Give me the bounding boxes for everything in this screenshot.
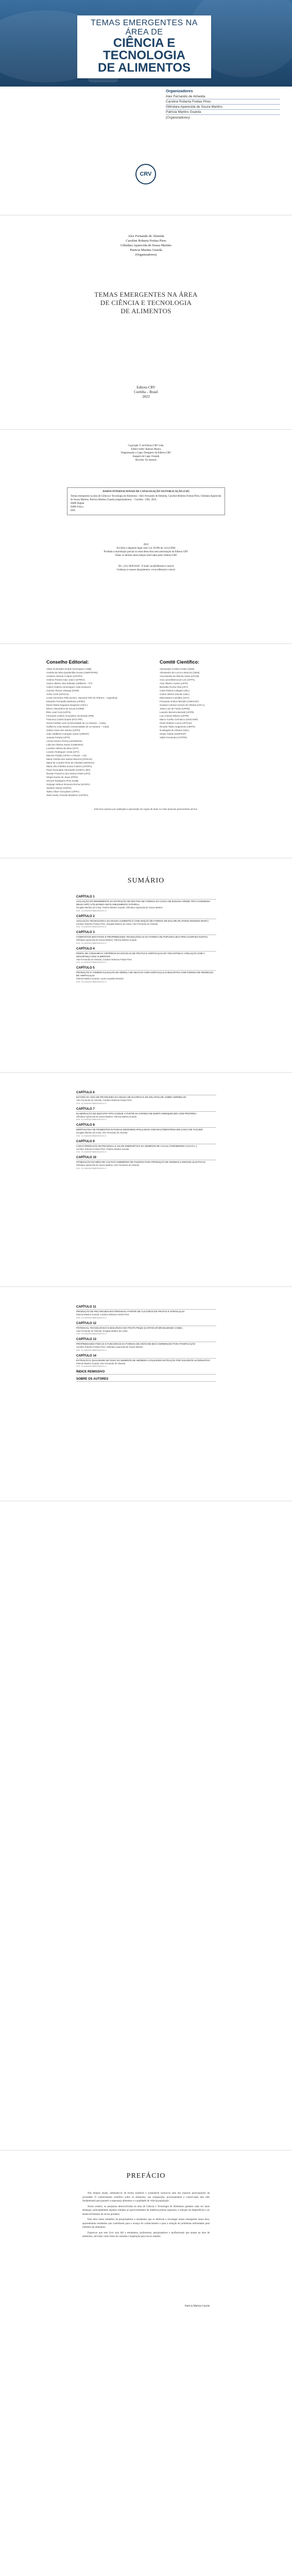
table-of-contents bbox=[0, 858, 292, 1501]
toc-chapter-authors: Alex Fernando de Almeida, Douglas Martins da Costa bbox=[76, 1329, 128, 1332]
toc-chapter-authors: Patricia Martins Guarda, Caroline Roberta Freitas Pires bbox=[76, 1313, 129, 1316]
board-member: Celso Conti (UFSCar) bbox=[46, 693, 69, 696]
rights-line: Todos os direitos desta edição reservados pela: Editora CRV bbox=[115, 554, 177, 557]
title-page-title bbox=[62, 291, 230, 315]
board-member: Maria Cristina dos Santos Bezerra (UFSCar) bbox=[46, 758, 93, 760]
toc-chapter-authors: Patricia Martins Guarda, Alex Fernando de Almeida bbox=[76, 1362, 126, 1365]
toc-chapter-title: PROPRIEDADES FÍSICAS E FUNCIONAIS DA FARINHA DE GRÃO-DE-BICO GERMINADO PARA PANIFICAÇÃO bbox=[76, 1343, 196, 1345]
board-member: Carlos Alberto Zanotto (UEL) bbox=[160, 693, 190, 696]
toc-chapter-authors: Patricia Martins Guarda, Lucas Leopoldo Mendes bbox=[76, 977, 124, 980]
organizer-name: Patricia Martins Guarda bbox=[166, 110, 280, 115]
title-line: TEMAS EMERGENTES NA ÁREA bbox=[94, 291, 198, 298]
toc-entry[interactable] bbox=[76, 895, 216, 912]
catalog-card-line: DOI bbox=[71, 510, 75, 512]
preface-paragraph: Esta obra reúne trabalhos de pesquisadores e estudantes que se dedicam a investigar temas emergentes nessa área, apresentando resultados que contribuem para o avanço do conhecimento e para a solução de problemas enfrentados pela indústria de alimentos. bbox=[82, 2218, 210, 2229]
board-member: Elizeu Clementino de Souza (UNEB) bbox=[46, 707, 84, 710]
board-member: Eduardo Fernandes Barbosa (UFMG) bbox=[46, 700, 85, 703]
title-page-publisher bbox=[0, 385, 292, 399]
peer-review-note: Este livro passou por avaliação e aprovação às cegas de duas ou mais pessoas pareceristas ad hoc. bbox=[94, 808, 198, 810]
title-page-authors bbox=[0, 234, 292, 257]
copyright-rights bbox=[82, 543, 210, 557]
title-line: DE CIÊNCIA E TECNOLOGIA bbox=[100, 299, 192, 307]
catalog-card bbox=[67, 487, 225, 515]
board-member: Carlos Alberto Vilar Estêvão (UMINHO – PT) bbox=[46, 682, 93, 685]
toc-list bbox=[76, 1091, 216, 1173]
board-member: Leonel Severo Rocha (UNISINOS) bbox=[46, 740, 82, 742]
publisher-line: Curitiba – Brasil bbox=[134, 390, 158, 394]
author-role: (Organizadores) bbox=[135, 253, 157, 257]
toc-chapter-title: OTIMIZAÇÃO DO MEIO DE CULTIVO SUBMERSO DE FUNGOS PARA PRODUÇÃO DE ENZIMAS LIGNOCELULOLÍTICAS bbox=[76, 1161, 205, 1163]
board-member: Carlos Federico Dominguez Avila (Unieuro) bbox=[46, 686, 91, 688]
board-member: Carla Patricia Calegari (UEL) bbox=[160, 689, 190, 692]
board-member: Élsio José Corá (UFFS) bbox=[46, 711, 71, 714]
board-member: Sérgio Nunes de Jesus (IFRO) bbox=[46, 776, 78, 778]
scientific-committee-header: Comitê Científico: bbox=[160, 659, 200, 665]
toc-chapter-doi: DOI: 10.24824/978652515XXX.X bbox=[76, 925, 107, 928]
toc-chapter-label: SOBRE OS AUTORES bbox=[76, 1378, 216, 1382]
toc-chapter-authors: Caroline Roberta Freitas Pires, Douglas Martins da Costa, Alex Fernando de Almeida bbox=[76, 922, 158, 925]
toc-chapter-label: CAPÍTULO 11 bbox=[76, 1306, 216, 1310]
board-member: Guillermo Arias Beatón (Universidade de La Havana – Cuba) bbox=[46, 725, 109, 728]
board-member: Anselmo Alencar Colares (UFOPA) bbox=[46, 675, 82, 677]
toc-entry[interactable] bbox=[76, 1306, 216, 1319]
toc-chapter-authors: Douglas Martins da Costa, Alex Fernando de Almeida bbox=[76, 1131, 128, 1134]
contact-line: Conheça os nossos lançamentos: www.editoracrv.com.br bbox=[116, 569, 176, 571]
preface-paragraph: Espera-se que este livro seja útil a estudantes, professores, pesquisadores e profissionais que atuam na área de alimentos, servindo como fonte de consulta e inspiração para novos estudos. bbox=[82, 2231, 210, 2238]
contact-line: Tel.: (41) 3039-6418 - E-mail: sac@editoracrv.com.br bbox=[118, 565, 174, 568]
rights-line: Proibida a reprodução parcial ou total desta obra sem autorização da Editora CRV bbox=[104, 551, 188, 553]
board-member: Marco Aurélio Cremasco (UNICAMP) bbox=[160, 718, 198, 721]
toc-chapter-title: PERFIL DE CONSUMO E CRITÉRIOS NA ESCOLHA DE FRUTAS E HORTALIÇAS NO TOCANTINS E A RELAÇÃO COM A SEGURANÇA DOS ALIMENTOS bbox=[76, 952, 205, 958]
board-member: Sérgio Toledo (UNIFESP) bbox=[160, 733, 186, 735]
board-member: Antônio Pereira Gaio Júnior (UFRRJ) bbox=[46, 679, 85, 681]
board-member: Aldira Guimarães Duarte Domínguez (UNB) bbox=[46, 668, 92, 670]
rights-line: 2023 bbox=[143, 544, 149, 546]
copyright-page bbox=[0, 430, 292, 644]
toc-entry[interactable] bbox=[76, 1108, 216, 1121]
cover-title-line: CIÊNCIA E TECNOLOGIA bbox=[103, 36, 185, 62]
board-member: Fernando Antônio Gonçalves Alcoforado (IPB) bbox=[46, 715, 94, 717]
preface-page bbox=[0, 2150, 292, 2367]
credit-line: Editor-chefe: Railson Moura bbox=[131, 448, 161, 451]
toc-chapter-authors: Alex Fernando de Almeida, Caroline Roberta Freitas Pires bbox=[76, 958, 132, 961]
toc-chapter-doi: DOI: 10.24824/978652515XXX.X bbox=[76, 1118, 107, 1121]
board-member: Marcelo Paixão (UFRJ e UTexas – US) bbox=[46, 754, 87, 757]
publisher-line: Editora CRV bbox=[136, 385, 156, 389]
author-name: Patricia Martins Guarda bbox=[130, 248, 162, 252]
toc-entry[interactable] bbox=[76, 1354, 216, 1368]
board-member: Leandro Bezerra Bertoldi (UFPR) bbox=[160, 711, 194, 714]
toc-chapter-label: CAPÍTULO 10 bbox=[76, 1156, 216, 1160]
preface-signature: Patricia Martins Guarda bbox=[184, 2305, 210, 2308]
toc-chapter-authors: Glêndara Aparecida de Souza Martins, Patricia Martins Guarda bbox=[76, 939, 137, 941]
board-member: Jailson Alves dos Santos (UFRJ) bbox=[46, 729, 80, 732]
toc-chapter-label: CAPÍTULO 5 bbox=[76, 967, 216, 971]
toc-entry[interactable] bbox=[76, 1322, 216, 1335]
board-member: Luciano Rodrigues Costa (UFV) bbox=[46, 751, 79, 753]
book-cover bbox=[0, 0, 292, 215]
board-member: Francisco Carlos Duarte (PUC-PR) bbox=[46, 718, 83, 721]
organizer-name: Caroline Roberta Freitas Pires bbox=[166, 99, 280, 105]
toc-chapter-label: CAPÍTULO 7 bbox=[76, 1108, 216, 1112]
toc-entry[interactable] bbox=[76, 1140, 216, 1154]
board-member: Jaime Luiz de Farias (UFMS) bbox=[160, 707, 190, 710]
board-member: Maria de Lourdes Pinto de Almeida (UNOESC) bbox=[46, 761, 95, 764]
toc-page bbox=[0, 858, 292, 1073]
board-member: Elda Martins Carvalho (UFV) bbox=[160, 697, 190, 699]
scientific-committee-list bbox=[160, 667, 263, 739]
publisher-line: 2023 bbox=[142, 395, 150, 399]
toc-chapter-title: CARACTERIZAÇÃO NUTRICIONAL E VALOR ENERGÉTICO DA SEMENTE DE CACAU (THEOBROMA CACAO L.) bbox=[76, 1144, 197, 1147]
toc-chapter-label: CAPÍTULO 2 bbox=[76, 915, 216, 919]
title-line: DE ALIMENTOS bbox=[121, 307, 171, 315]
toc-entry[interactable] bbox=[76, 967, 216, 983]
catalog-card-line: ISBN Digital bbox=[71, 502, 84, 505]
toc-chapter-label: CAPÍTULO 3 bbox=[76, 931, 216, 935]
board-member: Rosângela de Oliveira (UEL) bbox=[160, 729, 190, 732]
toc-chapter-doi: DOI: 10.24824/978652515XXX.X bbox=[76, 1332, 107, 1335]
board-member: Maria Lília Imbiriba Sousa Colares (UFOPA) bbox=[46, 765, 92, 768]
board-member: Ana Luiza Bittencourt Lins (UFPA) bbox=[160, 679, 195, 681]
board-member: João Adalberto Campato Junior (UNESP) bbox=[46, 733, 89, 735]
board-member: Lourdes Helena da Silva (UFV) bbox=[46, 747, 79, 750]
toc-chapter-title: COMPOSTOS BIOATIVOS E PROPRIEDADES TECNOLÓGICAS DA FARINHA DE PUPUNHA (BACTRIS GASIPAES KUNTH) bbox=[76, 936, 208, 938]
toc-chapter-doi: DOI: 10.24824/978652515XXX.X bbox=[76, 1166, 107, 1170]
toc-chapter-title: AVALIAÇÃO DO RENDIMENTO DA EXTRAÇÃO DE PECTINA DE FARINHA DA CASCA DE BANANA VERDE TIPO CAVENDISH (MUSA SPP.) UTILIZANDO UM PLANEJAMENTO FATORIAL bbox=[76, 900, 210, 906]
toc-chapter-label: CAPÍTULO 4 bbox=[76, 947, 216, 952]
toc-list bbox=[76, 895, 216, 986]
toc-chapter-doi: DOI: 10.24824/978652515XXX.X bbox=[76, 980, 107, 983]
board-member: Paulo Roberto Lecca (UFSCar) bbox=[160, 722, 192, 724]
board-member: Paulo Romualdo Hernandes (UNIFAL-MG) bbox=[46, 769, 91, 771]
toc-chapter-authors: Caroline Roberta Freitas Pires, Glêndara Aparecida de Souza Martins bbox=[76, 1346, 143, 1348]
toc-entry[interactable] bbox=[76, 1370, 216, 1375]
scientific-committee-column bbox=[160, 659, 263, 739]
toc-chapter-title: ESTUDO DA VIDA DE PRATELEIRA DA GELEIA DE HUAPEVA E DE GELATINA DE JAMBO VERMELHO bbox=[76, 1096, 186, 1098]
toc-chapter-doi: DOI: 10.24824/978652515XXX.X bbox=[76, 1365, 107, 1367]
board-member: Andréia da Silva Quintanilha Sousa (UNIR/UFRN) bbox=[46, 671, 98, 674]
preface-paragraph: Nos tempos atuais, alimentar-se de forma saudável e sustentável tornou-se uma das maiores preocupações da sociedade. O conhecimento científico sobre os alimentos, sua composição, processamento e conservação tem sido fundamental para garantir a segurança alimentar e a qualidade de vida da população. bbox=[82, 2192, 210, 2202]
board-member: Elione Maria Nogueira Diogenes (UFAL) bbox=[46, 704, 88, 706]
copyright-credits bbox=[82, 444, 210, 462]
credit-line: Revisão: Os Autores bbox=[135, 459, 157, 462]
toc-chapter-doi: DOI: 10.24824/978652515XXX.X bbox=[76, 961, 107, 963]
publisher-contact bbox=[98, 565, 194, 572]
cover-image bbox=[0, 0, 292, 87]
toc-chapter-title: MORFOLOGIA DE PIGMENTOS NATURAIS MICROENCAPSULADOS COM MALTODEXTRINA EM CASCA DE TUCUMÃ bbox=[76, 1128, 203, 1131]
catalog-card-line: ISBN Físico bbox=[71, 506, 83, 509]
toc-chapter-doi: DOI: 10.24824/978652515XXX.X bbox=[76, 1150, 107, 1153]
cover-title-line: DE ALIMENTOS bbox=[97, 61, 191, 75]
editorial-board-page bbox=[0, 644, 292, 858]
board-member: Valdir Fernandes (UTFPR) bbox=[160, 736, 187, 739]
toc-chapter-title: PRODUÇÃO DE PECTINASES BACTERIANAS A PARTIR DE CULTURAS DE FRUTAS E HORTALIÇAS bbox=[76, 1310, 185, 1313]
toc-chapter-doi: DOI: 10.24824/978652515XXX.X bbox=[76, 1101, 107, 1105]
board-member: Gustavo Antonio Gomes de Oliveira (UFLA) bbox=[160, 704, 205, 706]
toc-chapter-authors: Alex Fernando de Almeida, Caroline Roberta Freitas Pires bbox=[76, 1099, 132, 1101]
toc-chapter-authors: Glêndara Aparecida de Souza Martins, Alex Fernando de Almeida bbox=[76, 1164, 139, 1166]
catalog-card-header: DADOS INTERNACIONAIS DE CATALOGAÇÃO NA PUBLICAÇÃO (CIP) bbox=[102, 490, 190, 493]
editorial-board-header: Conselho Editorial: bbox=[46, 659, 89, 665]
board-member: Ricardo Tadeu Suguimoto (UEPG) bbox=[160, 725, 195, 728]
board-member: Luiz Antonio Ribeiro (UFPR) bbox=[160, 715, 189, 717]
board-member: Gloria Fariñas León (Universidade de La Havana – Cuba) bbox=[46, 722, 106, 724]
toc-chapter-label: CAPÍTULO 13 bbox=[76, 1338, 216, 1342]
credit-line: Diagramação e Capa: Designers da Editora CRV bbox=[121, 452, 171, 454]
preface-title: PREFÁCIO bbox=[126, 2172, 166, 2180]
toc-chapter-title: POTENCIAL TECNOLÓGICO E BIOLÓGICO DO FRUTO PEQUI (CARYOCAR BRASILIENSE CAMB.) bbox=[76, 1326, 183, 1329]
board-member: Alessandro de Lucca e Braccini (UEM) bbox=[160, 671, 200, 674]
toc-title: SUMÁRIO bbox=[127, 877, 165, 885]
credit-line: Imagem de Capa: Freepik bbox=[132, 455, 160, 458]
cover-title-line: TEMAS EMERGENTES NA ÁREA DE bbox=[91, 19, 198, 37]
toc-entry[interactable] bbox=[76, 1338, 216, 1351]
toc-chapter-label: ÍNDICE REMISSIVO bbox=[76, 1370, 216, 1375]
toc-chapter-title: PRODUÇÃO E COMERCIALIZAÇÃO DE SÊMOLA DE ABACAXI COM HORTALIÇAS E BISCOITOS COM FARINHA DE RESÍDUOS DE HORTALIÇAS bbox=[76, 971, 214, 977]
board-member: Tania Suely Azevedo Brasileiro (UFOPA) bbox=[46, 794, 89, 796]
catalog-card-line: Temas emergentes na área de Ciência e Tecnologia de Alimentos / Alex Fernando de Almeida, Caroline Roberta Freitas Pires, Glêndara Aparecida de Souza Martins, Patricia Martins Guarda (organizadores). – Curitiba : CRV, 2023. bbox=[71, 495, 221, 501]
board-member: Solange Helena Ximenes-Rocha (UFOPA) bbox=[46, 783, 90, 786]
toc-list bbox=[76, 1306, 216, 1385]
toc-chapter-doi: DOI: 10.24824/978652515XXX.X bbox=[76, 1316, 107, 1319]
board-member: Carmen Tereza Velanga (UNIR) bbox=[46, 689, 79, 692]
credit-line: Copyright © da Editora CRV Ltda. bbox=[128, 445, 164, 447]
toc-entry[interactable] bbox=[76, 947, 216, 964]
organizers-footer: (Organizadores) bbox=[166, 116, 190, 120]
toc-chapter-label: CAPÍTULO 6 bbox=[76, 1091, 216, 1095]
toc-chapter-doi: DOI: 10.24824/978652515XXX.X bbox=[76, 941, 107, 944]
toc-entry[interactable] bbox=[76, 1091, 216, 1105]
organizer-name: Alex Fernando de Almeida bbox=[166, 94, 280, 99]
preface-paragraph: Nesse cenário, as pesquisas desenvolvidas na área de Ciência e Tecnologia de Alimentos ganham cada vez mais destaque, principalmente aquelas voltadas ao aproveitamento de matérias-primas regionais, à redução de desperdícios e ao desenvolvimento de novos produtos. bbox=[82, 2205, 210, 2216]
organizer-name: Glêndara Aparecida de Souza Martins bbox=[166, 105, 280, 110]
toc-chapter-doi: DOI: 10.24824/978652515XXX.X bbox=[76, 909, 107, 912]
toc-chapter-authors: Glêndara Aparecida de Souza Martins, Patricia Martins Guarda bbox=[76, 1115, 137, 1118]
board-member: Sydione Santos (UEPG) bbox=[46, 787, 72, 789]
toc-page bbox=[0, 1073, 292, 1287]
board-member: Cesar Gerónimo Tello (Univer. Nacional Três de Febrero – Argentina) bbox=[46, 697, 117, 699]
toc-page bbox=[0, 1287, 292, 1501]
toc-chapter-label: CAPÍTULO 9 bbox=[76, 1140, 216, 1144]
toc-entry[interactable] bbox=[76, 1124, 216, 1137]
toc-entry[interactable] bbox=[76, 1156, 216, 1170]
author-name: Glêndara Aparecida de Souza Martins bbox=[121, 244, 171, 247]
editorial-board-column bbox=[46, 659, 149, 797]
toc-chapter-label: CAPÍTULO 14 bbox=[76, 1354, 216, 1359]
board-member: Benedito Rocha Vital (UFV) bbox=[160, 686, 188, 688]
board-member: Ana Daniela da Silveira Viana (UFAM) bbox=[160, 675, 199, 677]
title-page bbox=[0, 215, 292, 430]
rights-line: Foi feito o depósito legal conf. Lei 10.994 de 14/12/2004 bbox=[116, 547, 176, 550]
cover-title-box bbox=[77, 15, 211, 78]
toc-entry[interactable] bbox=[76, 1378, 216, 1382]
board-member: Simone Rodrigues Pinto (UNB) bbox=[46, 779, 79, 782]
toc-chapter-title: AVALIAÇÃO TECNOLÓGICA DA MASSA ALIMENTÍCIA COM ADIÇÃO DE FARINHA DE BACURI (PLATONIA INSIGNIS MART.) bbox=[76, 919, 209, 922]
organizers-header: Organizadores bbox=[166, 89, 193, 93]
toc-chapter-doi: DOI: 10.24824/978652515XXX.X bbox=[76, 1134, 107, 1137]
board-member: Alessandra Cristina Furlan (UEM) bbox=[160, 668, 195, 670]
preface-body bbox=[82, 2192, 210, 2241]
toc-chapter-label: CAPÍTULO 1 bbox=[76, 895, 216, 900]
toc-entry[interactable] bbox=[76, 931, 216, 944]
board-member: Renato Francisco dos Santos Paula (UFG) bbox=[46, 772, 91, 775]
toc-chapter-doi: DOI: 10.24824/978652515XXX.X bbox=[76, 1348, 107, 1351]
blank-page bbox=[0, 1501, 292, 2150]
editorial-board-list bbox=[46, 667, 149, 797]
board-member: Lídia de Oliveira Xavier (UNIEURO) bbox=[46, 743, 83, 746]
author-name: Caroline Roberta Freitas Pires bbox=[126, 239, 166, 243]
toc-chapter-title: ELABORAÇÃO DE BISCOITO TIPO COOKIE À PARTIR DA FARINHA DE BURITI ENRIQUECIDO COM PROTEÍNA bbox=[76, 1112, 197, 1115]
toc-chapter-label: CAPÍTULO 8 bbox=[76, 1124, 216, 1128]
board-member: Josania Portela (UFPI) bbox=[46, 736, 70, 739]
toc-chapter-label: CAPÍTULO 12 bbox=[76, 1322, 216, 1326]
toc-chapter-title: EXTRAÇÃO E QUALIDADE DE ÓLEO DA SEMENTE DE ABÓBORA UTILIZANDO EXTRAÇÃO POR SOLVENTE ALTERNATIVO bbox=[76, 1359, 210, 1362]
board-member: Fernando Amilcar Bertolini (UNIVASF) bbox=[160, 700, 199, 703]
toc-chapter-authors: Caroline Roberta Freitas Pires, Patricia Martins Guarda bbox=[76, 1147, 129, 1150]
toc-chapter-authors: Douglas Martins da Costa, Patricia Martins Guarda, Glêndara Aparecida de Souza Martins bbox=[76, 906, 163, 909]
publisher-logo: CRV bbox=[135, 164, 156, 184]
toc-entry[interactable] bbox=[76, 915, 216, 928]
board-member: Tadeu Oliver Gonçalves (UFPA) bbox=[46, 790, 79, 793]
cover-organizers bbox=[166, 89, 280, 120]
board-member: Artur Ribeiro Castro (UFPI) bbox=[160, 682, 188, 685]
author-name: Alex Fernando de Almeida bbox=[128, 234, 164, 238]
